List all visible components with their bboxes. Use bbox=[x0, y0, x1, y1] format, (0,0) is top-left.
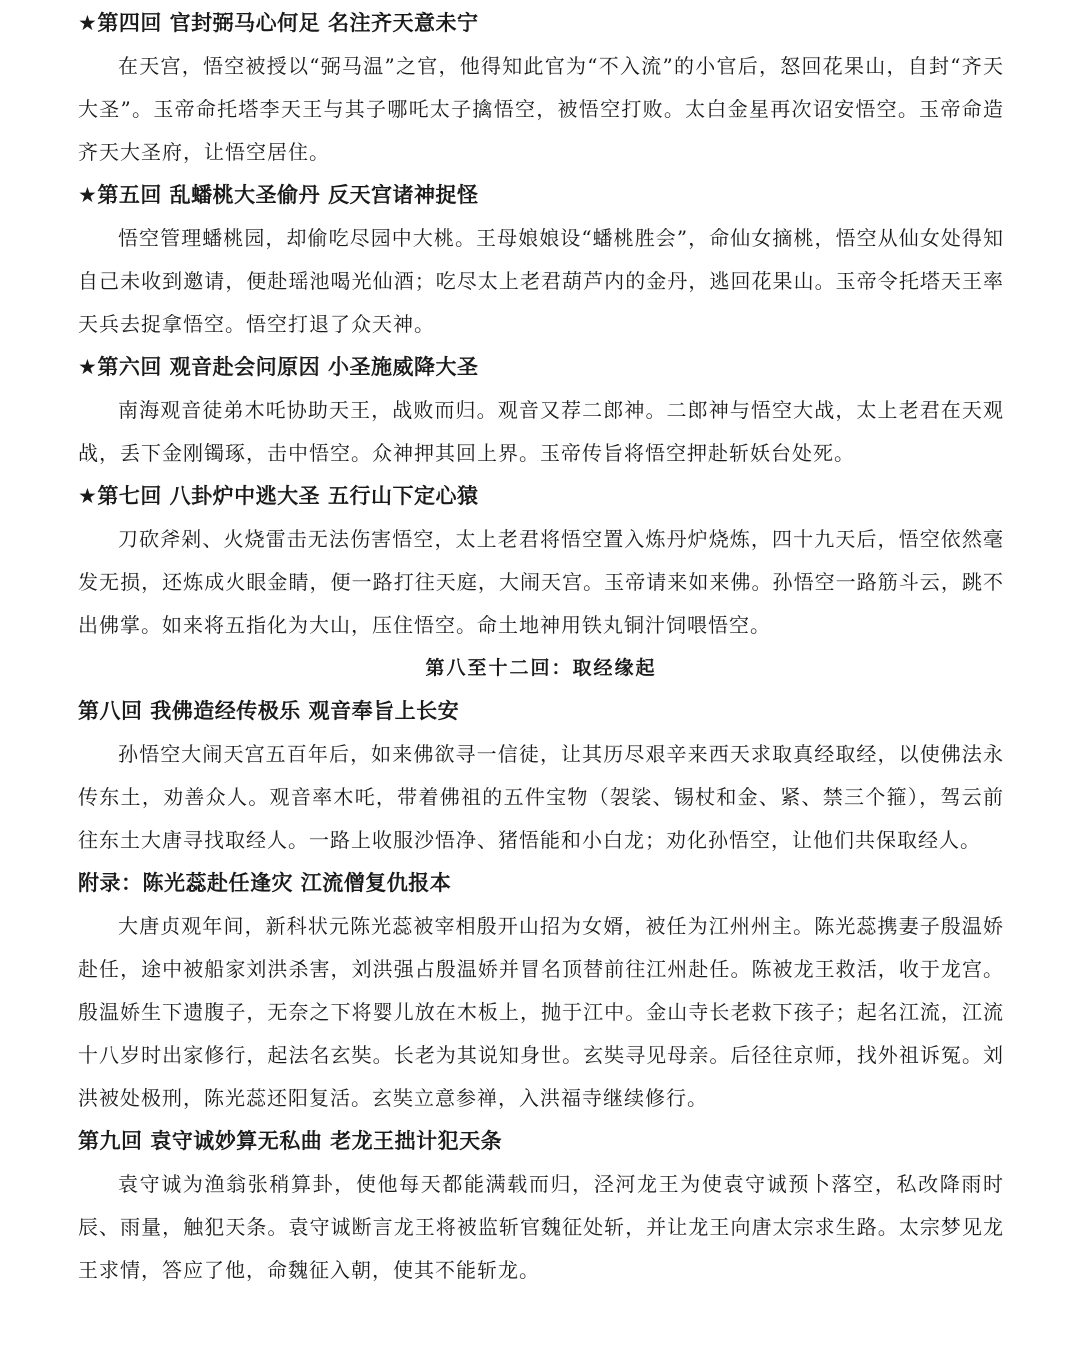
chapter-8-summary: 孙悟空大闹天宫五百年后，如来佛欲寻一信徒，让其历尽艰辛来西天求取真经取经，以使佛法永传东土，劝善众人。观音率木吒，带着佛祖的五件宝物（袈裟、锡杖和金、紧、禁三个箍），驾云前往东土大唐寻找取经人。一路上收服沙悟净、猪悟能和小白龙；劝化孙悟空，让他们共保取经人。 bbox=[78, 742, 1004, 852]
chapter-7-summary: 刀砍斧剁、火烧雷击无法伤害悟空，太上老君将悟空置入炼丹炉烧炼，四十九天后，悟空依然毫发无损，还炼成火眼金睛，便一路打往天庭，大闹天宫。玉帝请来如来佛。孙悟空一路筋斗云，跳不出佛掌。如来将五指化为大山，压住悟空。命土地神用铁丸铜汁饲喂悟空。 bbox=[78, 527, 1004, 637]
appendix-summary: 大唐贞观年间，新科状元陈光蕊被宰相殷开山招为女婿，被任为江州州主。陈光蕊携妻子殷温娇赴任，途中被船家刘洪杀害，刘洪强占殷温娇并冒名顶替前往江州赴任。陈被龙王救活，收于龙宫。殷温娇生下遗腹子，无奈之下将婴儿放在木板上，抛于江中。金山寺长老救下孩子；起名江流，江流十八岁时出家修行，起法名玄奘。长老为其说知身世。玄奘寻见母亲。后径往京师，找外祖诉冤。刘洪被处极刑，陈光蕊还阳复活。玄奘立意参禅，入洪福寺继续修行。 bbox=[78, 914, 1004, 1110]
document-page bbox=[78, 2, 1004, 1292]
chapter-5-heading: ★第五回 乱蟠桃大圣偷丹 反天宫诸神捉怪 bbox=[78, 183, 479, 207]
chapter-5-summary: 悟空管理蟠桃园，却偷吃尽园中大桃。王母娘娘设“蟠桃胜会”，命仙女摘桃，悟空从仙女处得知自己未收到邀请，便赴瑶池喝光仙酒；吃尽太上老君葫芦内的金丹，逃回花果山。玉帝令托塔天王率天兵去捉拿悟空。悟空打退了众天神。 bbox=[78, 226, 1004, 336]
chapter-6-summary: 南海观音徒弟木吒协助天王，战败而归。观音又荐二郎神。二郎神与悟空大战，太上老君在天观战，丢下金刚镯琢，击中悟空。众神押其回上界。玉帝传旨将悟空押赴斩妖台处死。 bbox=[78, 398, 1004, 465]
chapter-4-summary: 在天宫，悟空被授以“弼马温”之官，他得知此官为“不入流”的小官后，怒回花果山，自封“齐天大圣”。玉帝命托塔李天王与其子哪吒太子擒悟空，被悟空打败。太白金星再次诏安悟空。玉帝命造齐天大圣府，让悟空居住。 bbox=[78, 54, 1004, 164]
chapter-4-heading: ★第四回 官封弼马心何足 名注齐天意未宁 bbox=[78, 11, 479, 35]
chapter-8-heading: 第八回 我佛造经传极乐 观音奉旨上长安 bbox=[78, 699, 460, 723]
appendix-heading: 附录：陈光蕊赴任逢灾 江流僧复仇报本 bbox=[78, 871, 452, 895]
chapter-7-heading: ★第七回 八卦炉中逃大圣 五行山下定心猿 bbox=[78, 484, 479, 508]
chapter-9-heading: 第九回 袁守诚妙算无私曲 老龙王拙计犯天条 bbox=[78, 1129, 503, 1153]
chapter-9-summary: 袁守诚为渔翁张稍算卦，使他每天都能满载而归，泾河龙王为使袁守诚预卜落空，私改降雨时辰、雨量，触犯天条。袁守诚断言龙王将被监斩官魏征处斩，并让龙王向唐太宗求生路。太宗梦见龙王求情，答应了他，命魏征入朝，使其不能斩龙。 bbox=[78, 1172, 1004, 1282]
section-title: 第八至十二回：取经缘起 bbox=[425, 657, 657, 679]
chapter-6-heading: ★第六回 观音赴会问原因 小圣施威降大圣 bbox=[78, 355, 479, 379]
